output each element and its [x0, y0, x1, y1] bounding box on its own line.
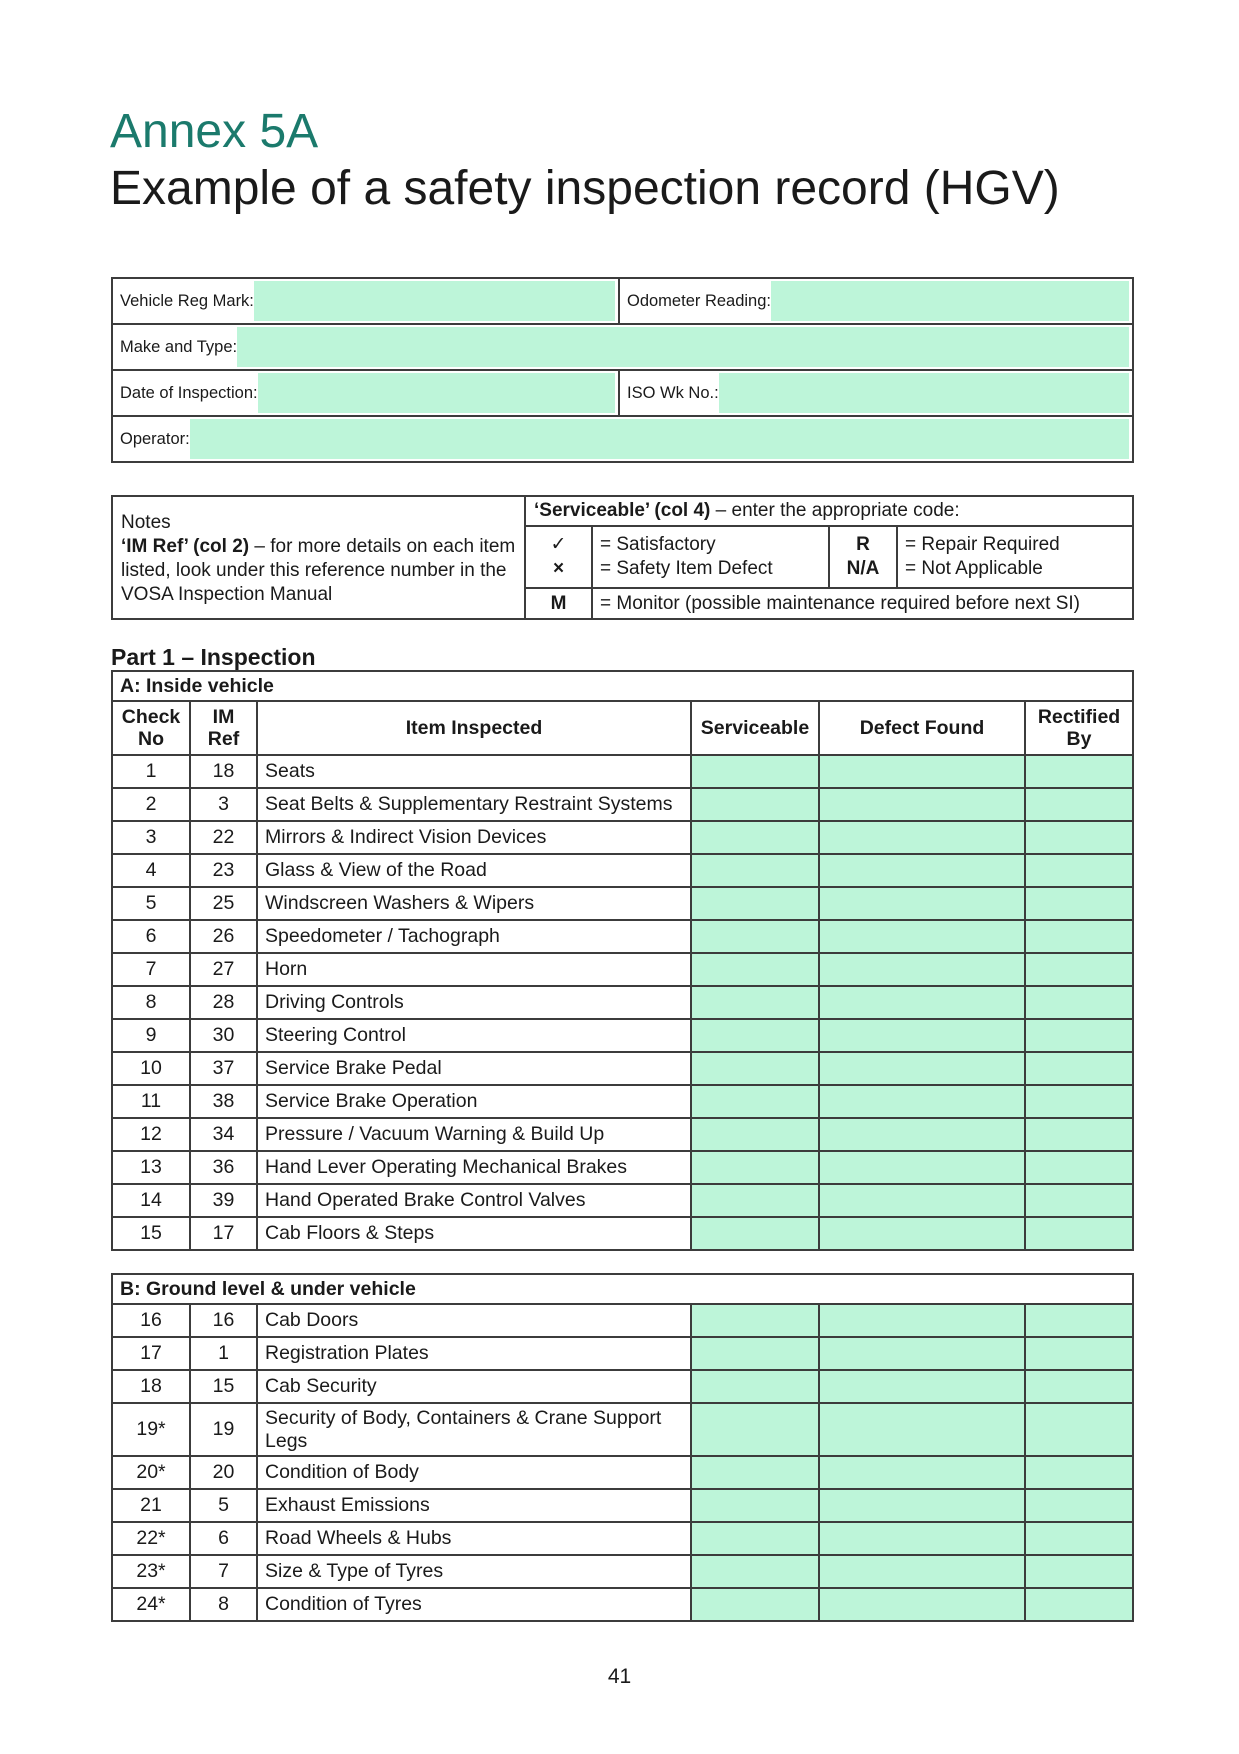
rectified-by-field[interactable] — [1025, 1052, 1133, 1085]
item-inspected-cell: Registration Plates — [257, 1337, 691, 1370]
im-ref-cell: 38 — [190, 1085, 257, 1118]
item-inspected-cell: Size & Type of Tyres — [257, 1555, 691, 1588]
monitor-desc: = Monitor (possible maintenance required before next SI) — [592, 588, 1133, 619]
rectified-by-field[interactable] — [1025, 1184, 1133, 1217]
im-ref-cell: 37 — [190, 1052, 257, 1085]
table-row — [112, 1403, 1133, 1456]
rectified-by-field[interactable] — [1025, 953, 1133, 986]
defect-found-field[interactable] — [819, 953, 1025, 986]
vehicle-reg-label: Vehicle Reg Mark: — [120, 291, 254, 310]
iso-week-label: ISO Wk No.: — [627, 383, 719, 402]
serviceable-field[interactable] — [691, 1489, 819, 1522]
table-row — [112, 953, 1133, 986]
check-no-cell: 7 — [112, 953, 190, 986]
item-inspected-cell: Speedometer / Tachograph — [257, 920, 691, 953]
notes-key-table — [111, 495, 1134, 620]
check-no-cell: 3 — [112, 821, 190, 854]
col-check-no-header: Check No — [112, 701, 190, 755]
check-no-cell: 12 — [112, 1118, 190, 1151]
table-row — [112, 1456, 1133, 1489]
item-inspected-cell: Hand Operated Brake Control Valves — [257, 1184, 691, 1217]
table-row — [112, 1304, 1133, 1337]
safety-defect-desc: = Safety Item Defect — [600, 558, 773, 579]
rectified-by-field[interactable] — [1025, 755, 1133, 788]
item-inspected-cell: Steering Control — [257, 1019, 691, 1052]
im-ref-cell: 30 — [190, 1019, 257, 1052]
check-no-cell: 6 — [112, 920, 190, 953]
table-row — [112, 1052, 1133, 1085]
defect-found-field[interactable] — [819, 788, 1025, 821]
im-ref-cell: 3 — [190, 788, 257, 821]
check-no-cell: 15 — [112, 1217, 190, 1250]
check-no-cell: 4 — [112, 854, 190, 887]
serviceable-field[interactable] — [691, 953, 819, 986]
check-no-cell: 16 — [112, 1304, 190, 1337]
table-row — [112, 1588, 1133, 1621]
rectified-by-field[interactable] — [1025, 1304, 1133, 1337]
serviceable-field[interactable] — [691, 920, 819, 953]
part1-heading: Part 1 – Inspection — [111, 644, 316, 670]
annex-label: Annex 5A — [110, 105, 319, 158]
serviceable-field[interactable] — [691, 755, 819, 788]
im-ref-cell: 25 — [190, 887, 257, 920]
rectified-by-field[interactable] — [1025, 1588, 1133, 1621]
im-ref-cell: 26 — [190, 920, 257, 953]
item-inspected-cell: Service Brake Pedal — [257, 1052, 691, 1085]
satisfactory-desc: = Satisfactory — [600, 534, 716, 555]
defect-found-field[interactable] — [819, 821, 1025, 854]
check-no-cell: 23* — [112, 1555, 190, 1588]
defect-found-field[interactable] — [819, 920, 1025, 953]
defect-found-field[interactable] — [819, 1522, 1025, 1555]
defect-found-field[interactable] — [819, 755, 1025, 788]
notes-heading: Notes — [121, 512, 171, 533]
page-number: 41 — [607, 1665, 632, 1688]
table-row — [112, 887, 1133, 920]
rectified-by-field[interactable] — [1025, 1337, 1133, 1370]
item-inspected-cell: Glass & View of the Road — [257, 854, 691, 887]
check-no-cell: 24* — [112, 1588, 190, 1621]
col-im-ref-header: IM Ref — [190, 701, 257, 755]
rectified-by-field[interactable] — [1025, 920, 1133, 953]
im-ref-cell: 8 — [190, 1588, 257, 1621]
defect-found-field[interactable] — [819, 1489, 1025, 1522]
item-inspected-cell: Cab Floors & Steps — [257, 1217, 691, 1250]
table-row — [112, 1184, 1133, 1217]
table-row — [112, 1522, 1133, 1555]
table-row — [112, 920, 1133, 953]
defect-found-field[interactable] — [819, 1217, 1025, 1250]
document-title: Example of a safety inspection record (HGV) — [110, 162, 1060, 215]
item-inspected-cell: Condition of Body — [257, 1456, 691, 1489]
serviceable-field[interactable] — [691, 1118, 819, 1151]
defect-found-field[interactable] — [819, 1085, 1025, 1118]
rectified-by-field[interactable] — [1025, 854, 1133, 887]
serviceable-field[interactable] — [691, 788, 819, 821]
table-row — [112, 1370, 1133, 1403]
im-ref-cell: 22 — [190, 821, 257, 854]
check-no-cell: 21 — [112, 1489, 190, 1522]
serviceable-field[interactable] — [691, 854, 819, 887]
item-inspected-cell: Road Wheels & Hubs — [257, 1522, 691, 1555]
im-ref-note-bold: ‘IM Ref’ (col 2) — [121, 536, 250, 557]
table-row — [112, 1019, 1133, 1052]
check-no-cell: 1 — [112, 755, 190, 788]
im-ref-cell: 6 — [190, 1522, 257, 1555]
inspection-date-label: Date of Inspection: — [120, 383, 258, 402]
rectified-by-field[interactable] — [1025, 1555, 1133, 1588]
table-row — [112, 1337, 1133, 1370]
check-no-cell: 2 — [112, 788, 190, 821]
table-row — [112, 1489, 1133, 1522]
table-row — [112, 1085, 1133, 1118]
rectified-by-field[interactable] — [1025, 887, 1133, 920]
check-no-cell: 18 — [112, 1370, 190, 1403]
monitor-code: M — [525, 588, 592, 619]
im-ref-cell: 27 — [190, 953, 257, 986]
item-inspected-cell: Hand Lever Operating Mechanical Brakes — [257, 1151, 691, 1184]
check-no-cell: 8 — [112, 986, 190, 1019]
rectified-by-field[interactable] — [1025, 1456, 1133, 1489]
serviceable-field[interactable] — [691, 1304, 819, 1337]
section-b-title: B: Ground level & under vehicle — [112, 1274, 1133, 1304]
check-no-cell: 14 — [112, 1184, 190, 1217]
check-no-cell: 22* — [112, 1522, 190, 1555]
check-no-cell: 9 — [112, 1019, 190, 1052]
rectified-by-field[interactable] — [1025, 1019, 1133, 1052]
operator-label: Operator: — [120, 429, 190, 448]
rectified-by-field[interactable] — [1025, 1151, 1133, 1184]
im-ref-cell: 17 — [190, 1217, 257, 1250]
serviceable-field[interactable] — [691, 1370, 819, 1403]
table-row — [112, 755, 1133, 788]
vehicle-reg-field[interactable] — [254, 281, 615, 321]
notes-cell — [112, 496, 525, 619]
odometer-field[interactable] — [771, 281, 1129, 321]
serviceable-field[interactable] — [691, 1403, 819, 1456]
serviceable-field[interactable] — [691, 1456, 819, 1489]
table-row — [112, 821, 1133, 854]
rectified-by-field[interactable] — [1025, 1489, 1133, 1522]
serviceable-field[interactable] — [691, 1085, 819, 1118]
im-ref-cell: 15 — [190, 1370, 257, 1403]
table-row — [112, 1217, 1133, 1250]
serviceable-field[interactable] — [691, 821, 819, 854]
tick-icon: ✓ — [550, 534, 567, 555]
inspection-date-field[interactable] — [258, 373, 615, 413]
defect-found-field[interactable] — [819, 1403, 1025, 1456]
repair-desc: = Repair Required — [905, 534, 1060, 555]
rectified-by-field[interactable] — [1025, 821, 1133, 854]
serviceable-field[interactable] — [691, 1052, 819, 1085]
section-a-title: A: Inside vehicle — [112, 671, 1133, 701]
table-row — [112, 1151, 1133, 1184]
serviceable-field[interactable] — [691, 1151, 819, 1184]
item-inspected-cell: Condition of Tyres — [257, 1588, 691, 1621]
item-inspected-cell: Horn — [257, 953, 691, 986]
check-no-cell: 17 — [112, 1337, 190, 1370]
col-serviceable-header: Serviceable — [691, 701, 819, 755]
item-inspected-cell: Exhaust Emissions — [257, 1489, 691, 1522]
serviceable-field[interactable] — [691, 1522, 819, 1555]
check-no-cell: 19* — [112, 1403, 190, 1456]
item-inspected-cell: Security of Body, Containers & Crane Support Legs — [257, 1403, 691, 1456]
odometer-label: Odometer Reading: — [627, 291, 771, 310]
check-no-cell: 11 — [112, 1085, 190, 1118]
defect-found-field[interactable] — [819, 1370, 1025, 1403]
im-ref-cell: 39 — [190, 1184, 257, 1217]
serviceable-field[interactable] — [691, 1184, 819, 1217]
im-ref-cell: 23 — [190, 854, 257, 887]
item-inspected-cell: Service Brake Operation — [257, 1085, 691, 1118]
make-type-field[interactable] — [237, 327, 1129, 367]
item-inspected-cell: Windscreen Washers & Wipers — [257, 887, 691, 920]
im-ref-cell: 20 — [190, 1456, 257, 1489]
im-ref-cell: 36 — [190, 1151, 257, 1184]
make-type-label: Make and Type: — [120, 337, 238, 356]
im-ref-cell: 18 — [190, 755, 257, 788]
table-row — [112, 1555, 1133, 1588]
col-defect-header: Defect Found — [819, 701, 1025, 755]
rectified-by-field[interactable] — [1025, 1217, 1133, 1250]
not-applicable-desc: = Not Applicable — [905, 558, 1043, 579]
inspection-table-b — [111, 1273, 1134, 1622]
im-ref-cell: 5 — [190, 1489, 257, 1522]
im-ref-cell: 7 — [190, 1555, 257, 1588]
rectified-by-field[interactable] — [1025, 788, 1133, 821]
check-no-cell: 5 — [112, 887, 190, 920]
defect-found-field[interactable] — [819, 1456, 1025, 1489]
im-ref-cell: 16 — [190, 1304, 257, 1337]
defect-found-field[interactable] — [819, 1304, 1025, 1337]
col-item-header: Item Inspected — [257, 701, 691, 755]
defect-found-field[interactable] — [819, 1337, 1025, 1370]
im-ref-note — [121, 535, 516, 607]
item-inspected-cell: Cab Doors — [257, 1304, 691, 1337]
item-inspected-cell: Pressure / Vacuum Warning & Build Up — [257, 1118, 691, 1151]
defect-found-field[interactable] — [819, 1555, 1025, 1588]
item-inspected-cell: Driving Controls — [257, 986, 691, 1019]
defect-found-field[interactable] — [819, 1151, 1025, 1184]
serviceable-key-header — [525, 496, 1133, 526]
rectified-by-field[interactable] — [1025, 1403, 1133, 1456]
defect-found-field[interactable] — [819, 1118, 1025, 1151]
defect-found-field[interactable] — [819, 854, 1025, 887]
serviceable-field[interactable] — [691, 1019, 819, 1052]
im-ref-cell: 28 — [190, 986, 257, 1019]
table-row — [112, 788, 1133, 821]
im-ref-cell: 19 — [190, 1403, 257, 1456]
im-ref-cell: 34 — [190, 1118, 257, 1151]
defect-found-field[interactable] — [819, 1019, 1025, 1052]
serviceable-field[interactable] — [691, 1217, 819, 1250]
item-inspected-cell: Cab Security — [257, 1370, 691, 1403]
repair-code: R — [856, 534, 870, 555]
col-rectified-header: Rectified By — [1025, 701, 1133, 755]
serviceable-field[interactable] — [691, 1337, 819, 1370]
rectified-by-field[interactable] — [1025, 1522, 1133, 1555]
vehicle-details-table — [111, 277, 1134, 463]
serviceable-key-bold: ‘Serviceable’ (col 4) — [534, 500, 711, 521]
rectified-by-field[interactable] — [1025, 1085, 1133, 1118]
item-inspected-cell: Seat Belts & Supplementary Restraint Systems — [257, 788, 691, 821]
check-no-cell: 13 — [112, 1151, 190, 1184]
item-inspected-cell: Mirrors & Indirect Vision Devices — [257, 821, 691, 854]
serviceable-key-text: – enter the appropriate code: — [710, 500, 960, 521]
defect-found-field[interactable] — [819, 986, 1025, 1019]
check-no-cell: 20* — [112, 1456, 190, 1489]
defect-found-field[interactable] — [819, 1184, 1025, 1217]
serviceable-field[interactable] — [691, 986, 819, 1019]
table-row — [112, 1118, 1133, 1151]
serviceable-field[interactable] — [691, 1555, 819, 1588]
table-row — [112, 986, 1133, 1019]
item-inspected-cell: Seats — [257, 755, 691, 788]
serviceable-field[interactable] — [691, 887, 819, 920]
defect-found-field[interactable] — [819, 1052, 1025, 1085]
defect-found-field[interactable] — [819, 887, 1025, 920]
operator-field[interactable] — [190, 419, 1129, 459]
iso-week-field[interactable] — [719, 373, 1129, 413]
im-ref-note-text: – for more details on each item listed, look under this reference number in the VOSA Inspection Manual — [121, 536, 516, 605]
serviceable-field[interactable] — [691, 1588, 819, 1621]
check-no-cell: 10 — [112, 1052, 190, 1085]
inspection-table-a — [111, 670, 1134, 1251]
not-applicable-code: N/A — [846, 558, 880, 579]
defect-found-field[interactable] — [819, 1588, 1025, 1621]
rectified-by-field[interactable] — [1025, 1118, 1133, 1151]
rectified-by-field[interactable] — [1025, 1370, 1133, 1403]
im-ref-cell: 1 — [190, 1337, 257, 1370]
cross-icon: × — [552, 558, 565, 579]
table-row — [112, 854, 1133, 887]
rectified-by-field[interactable] — [1025, 986, 1133, 1019]
